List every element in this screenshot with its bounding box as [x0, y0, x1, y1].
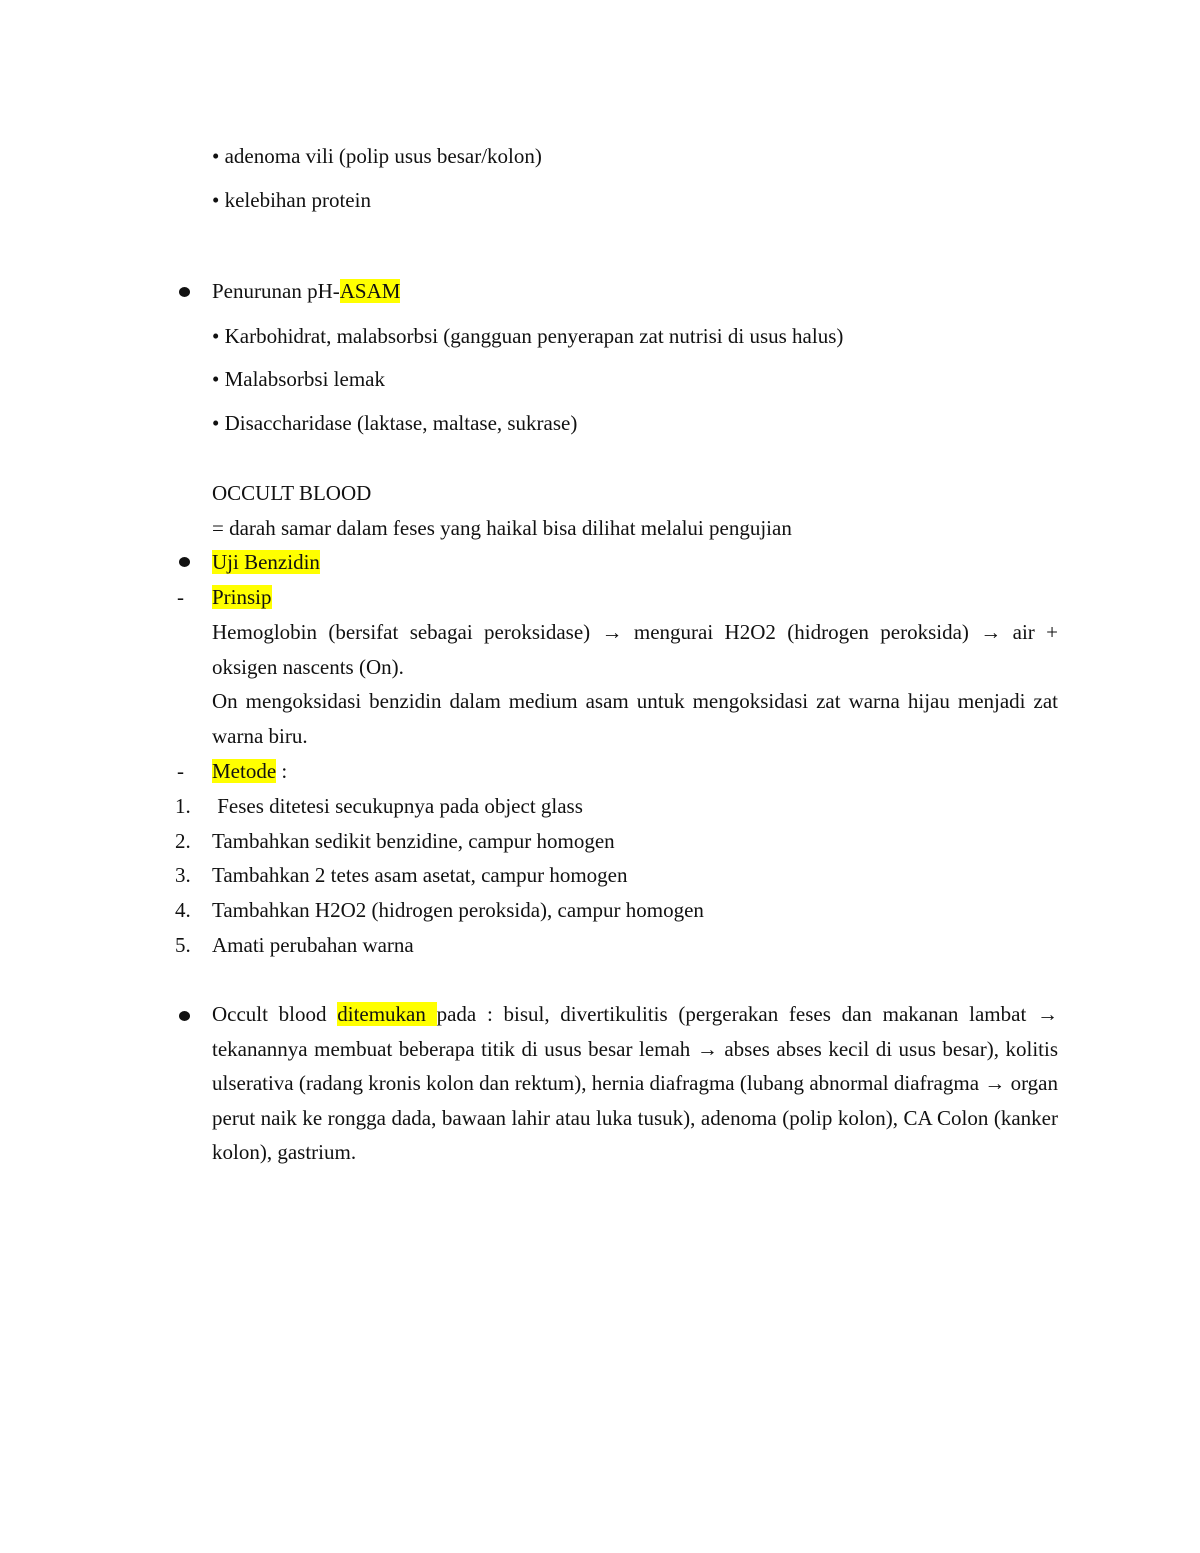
prinsip-label: [212, 584, 272, 610]
metode-label: [212, 758, 287, 784]
metode-label-text: Metode: [212, 759, 277, 783]
step-text: Tambahkan sedikit benzidine, campur homogen: [212, 829, 615, 853]
occult-definition: = darah samar dalam feses yang haikal bisa dilihat melalui pengujian: [212, 516, 792, 540]
metode-label-suffix: :: [276, 759, 288, 783]
step-text: Amati perubahan warna: [212, 933, 414, 957]
occult-found-prefix: Occult blood: [212, 1002, 338, 1026]
step-number: 5.: [175, 933, 191, 957]
bullet-kelebihan-protein: • kelebihan protein: [212, 188, 371, 212]
prinsip-label-text: Prinsip: [212, 585, 272, 609]
step-text: Tambahkan H2O2 (hidrogen peroksida), campur homogen: [212, 898, 704, 922]
step-text: Tambahkan 2 tetes asam asetat, campur homogen: [212, 863, 628, 887]
prinsip-paragraph-1: Hemoglobin (bersifat sebagai peroksidase) → mengurai H2O2 (hidrogen peroksida) → air + oksigen nascents (On).: [212, 620, 1058, 679]
dash-marker: -: [177, 759, 184, 783]
ph-item: [212, 278, 400, 304]
ph-item-prefix: Penurunan pH-: [212, 279, 340, 303]
step-number: 2.: [175, 829, 191, 853]
occult-found-rest: pada : bisul, divertikulitis (pergerakan feses dan makanan lambat → tekanannya membuat beberapa titik di usus besar lemah → abses abses kecil di usus besar), kolitis ulserativa (radang kronis kolon dan rektum), hernia diafragma (lubang abnormal diafragma → organ perut naik ke rongga dada, bawaan lahir atau luka tusuk), adenoma (polip kolon), CA Colon (kanker kolon), gastrium.: [212, 1002, 1058, 1165]
bullet-adenoma-vili: • adenoma vili (polip usus besar/kolon): [212, 144, 542, 168]
prinsip-paragraph-2: On mengoksidasi benzidin dalam medium asam untuk mengoksidasi zat warna hijau menjadi zat warna biru.: [212, 689, 1058, 748]
benzidin-title-text: Uji Benzidin: [212, 550, 320, 574]
ph-subitem-karbohidrat: • Karbohidrat, malabsorbsi (gangguan penyerapan zat nutrisi di usus halus): [212, 324, 844, 348]
benzidin-title: [212, 549, 320, 575]
occult-found-paragraph: [212, 997, 1058, 1170]
bullet-dot-icon: [179, 557, 190, 567]
bullet-dot-icon: [179, 287, 190, 297]
occult-found-highlight: ditemukan: [337, 1002, 437, 1026]
dash-marker: -: [177, 585, 184, 609]
ph-subitem-malabsorbsi-lemak: • Malabsorbsi lemak: [212, 367, 385, 391]
step-number: 3.: [175, 863, 191, 887]
occult-title: OCCULT BLOOD: [212, 481, 372, 505]
step-number: 1.: [175, 794, 191, 818]
ph-item-highlight: ASAM: [339, 279, 401, 303]
ph-subitem-disaccharidase: • Disaccharidase (laktase, maltase, sukrase): [212, 411, 578, 435]
step-number: 4.: [175, 898, 191, 922]
step-text: Feses ditetesi secukupnya pada object glass: [212, 794, 583, 818]
bullet-dot-icon: [179, 1011, 190, 1021]
